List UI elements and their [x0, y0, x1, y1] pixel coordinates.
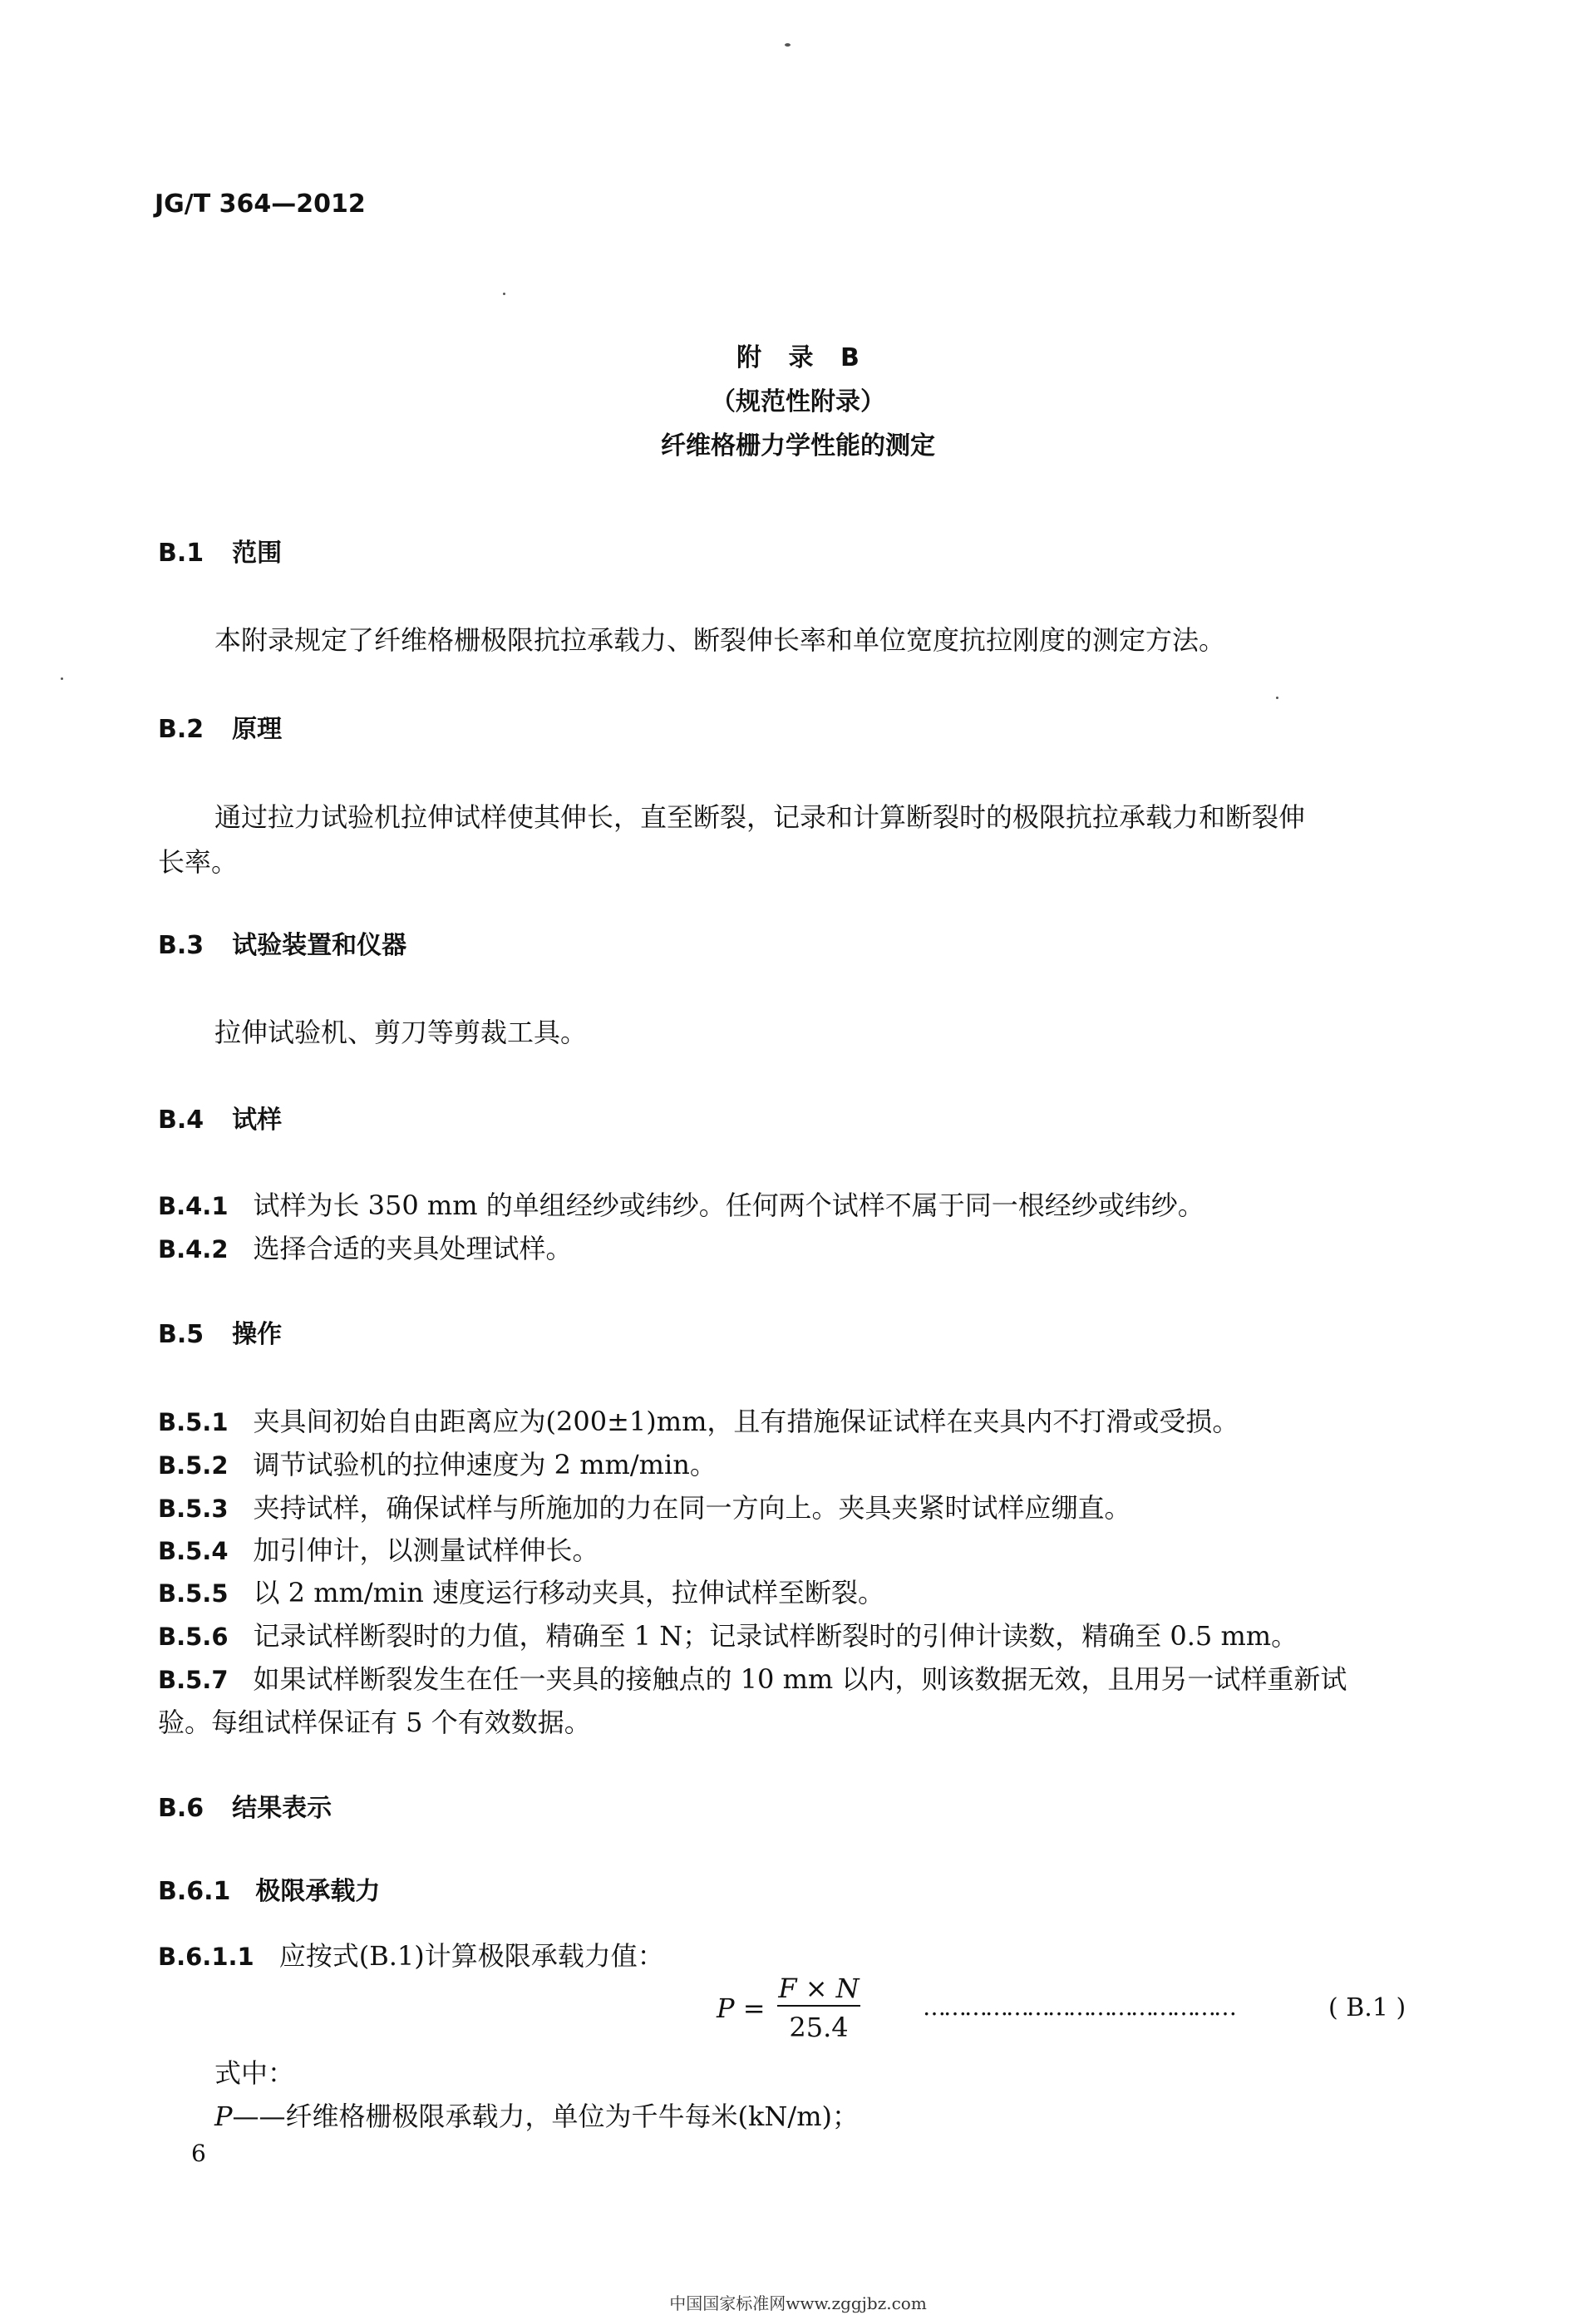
symbol-definition: ——纤维格栅极限承载力，单位为千牛每米(kN/m)；	[232, 2101, 860, 2132]
section-number: B.6	[158, 1794, 204, 1823]
clause-number: B.5.1	[158, 1408, 229, 1436]
section-heading	[158, 1313, 282, 1350]
paragraph: 通过拉力试验机拉伸试样使其伸长，直至断裂，记录和计算断裂时的极限抗拉承载力和断裂伸	[214, 801, 1306, 833]
paragraph: 拉伸试验机、剪刀等剪裁工具。	[214, 1017, 588, 1048]
section-title: 试验装置和仪器	[232, 931, 407, 960]
scan-speck	[61, 677, 63, 680]
formula-numerator: F × N	[778, 1973, 860, 2004]
formula-lhs: P =	[717, 1992, 766, 2024]
clause-number: B.4.1	[158, 1192, 229, 1220]
footer-watermark: 中国国家标准网www.zggjbz.com	[669, 2293, 927, 2313]
equation-label: ( B.1 )	[1328, 1993, 1406, 2022]
section-heading	[158, 924, 406, 961]
section-title: 操作	[232, 1320, 283, 1349]
clause	[158, 1185, 1204, 1223]
section-heading	[158, 532, 282, 569]
where-label: 式中：	[214, 2057, 295, 2089]
clause	[158, 1935, 664, 1973]
clause	[158, 1487, 1131, 1525]
clause	[158, 1228, 573, 1266]
standard-number: JG/T 364—2012	[155, 190, 366, 219]
clause-text: 以 2 mm/min 速度运行移动夹具，拉伸试样至断裂。	[253, 1577, 885, 1608]
fraction-bar	[777, 2005, 860, 2007]
clause	[158, 1615, 1298, 1653]
subsection-heading	[158, 1870, 380, 1907]
paragraph: 本附录规定了纤维格栅极限抗拉承载力、断裂伸长率和单位宽度抗拉刚度的测定方法。	[214, 624, 1226, 656]
clause-number: B.5.3	[158, 1495, 229, 1523]
scan-speck	[503, 293, 505, 295]
section-heading	[158, 1787, 332, 1824]
clause-number: B.4.2	[158, 1235, 229, 1263]
clause-number: B.5.6	[158, 1623, 229, 1651]
section-number: B.3	[158, 931, 204, 960]
section-number: B.4	[158, 1106, 204, 1135]
section-number: B.1	[158, 539, 204, 568]
clause	[158, 1401, 1239, 1439]
clause-text: 如果试样断裂发生在任一夹具的接触点的 10 mm 以内，则该数据无效，且用另一试样重新试	[253, 1663, 1347, 1695]
clause	[158, 1529, 599, 1568]
clause-text: 夹持试样，确保试样与所施加的力在同一方向上。夹具夹紧时试样应绷直。	[253, 1492, 1131, 1524]
clause-continuation: 验。每组试样保证有 5 个有效数据。	[158, 1707, 591, 1738]
clause-text: 应按式(B.1)计算极限承载力值：	[278, 1940, 664, 1972]
section-title: 范围	[232, 539, 283, 568]
clause-number: B.5.5	[158, 1579, 229, 1608]
formula-denominator: 25.4	[789, 2012, 849, 2043]
paragraph: 长率。	[158, 846, 239, 878]
scan-speck	[785, 43, 791, 47]
clause	[158, 1658, 1347, 1697]
scan-speck	[1276, 697, 1278, 699]
section-title: 结果表示	[232, 1794, 332, 1823]
section-number: B.5	[158, 1320, 204, 1349]
where-item	[214, 2096, 859, 2134]
section-title: 原理	[232, 715, 283, 744]
clause-text: 选择合适的夹具处理试样。	[253, 1233, 573, 1264]
section-heading	[158, 708, 282, 745]
page-number: 6	[191, 2140, 206, 2167]
clause-number: B.6.1.1	[158, 1943, 254, 1971]
appendix-type: （规范性附录）	[711, 387, 885, 416]
appendix-title: 纤维格栅力学性能的测定	[661, 431, 935, 461]
clause-text: 记录试样断裂时的力值，精确至 1 N；记录试样断裂时的引伸计读数，精确至 0.5 mm。	[253, 1620, 1298, 1652]
subsection-number: B.6.1	[158, 1877, 231, 1906]
appendix-label: 附 录 B	[736, 343, 860, 372]
clause-number: B.5.2	[158, 1451, 229, 1480]
clause-text: 调节试验机的拉伸速度为 2 mm/min。	[253, 1449, 717, 1480]
section-heading	[158, 1099, 282, 1135]
clause-number: B.5.7	[158, 1666, 229, 1694]
clause-text: 试样为长 350 mm 的单组经纱或纬纱。任何两个试样不属于同一根经纱或纬纱。	[253, 1190, 1204, 1221]
clause-text: 夹具间初始自由距离应为(200±1)mm，且有措施保证试样在夹具内不打滑或受损。	[253, 1406, 1239, 1437]
formula-leader: ………………………………………	[923, 1993, 1234, 2021]
clause-text: 加引伸计，以测量试样伸长。	[253, 1534, 599, 1566]
clause	[158, 1572, 884, 1610]
symbol: P	[214, 2101, 233, 2132]
clause-number: B.5.4	[158, 1537, 229, 1565]
section-title: 试样	[232, 1106, 283, 1135]
clause	[158, 1444, 717, 1482]
section-number: B.2	[158, 715, 204, 744]
subsection-title: 极限承载力	[255, 1877, 381, 1906]
